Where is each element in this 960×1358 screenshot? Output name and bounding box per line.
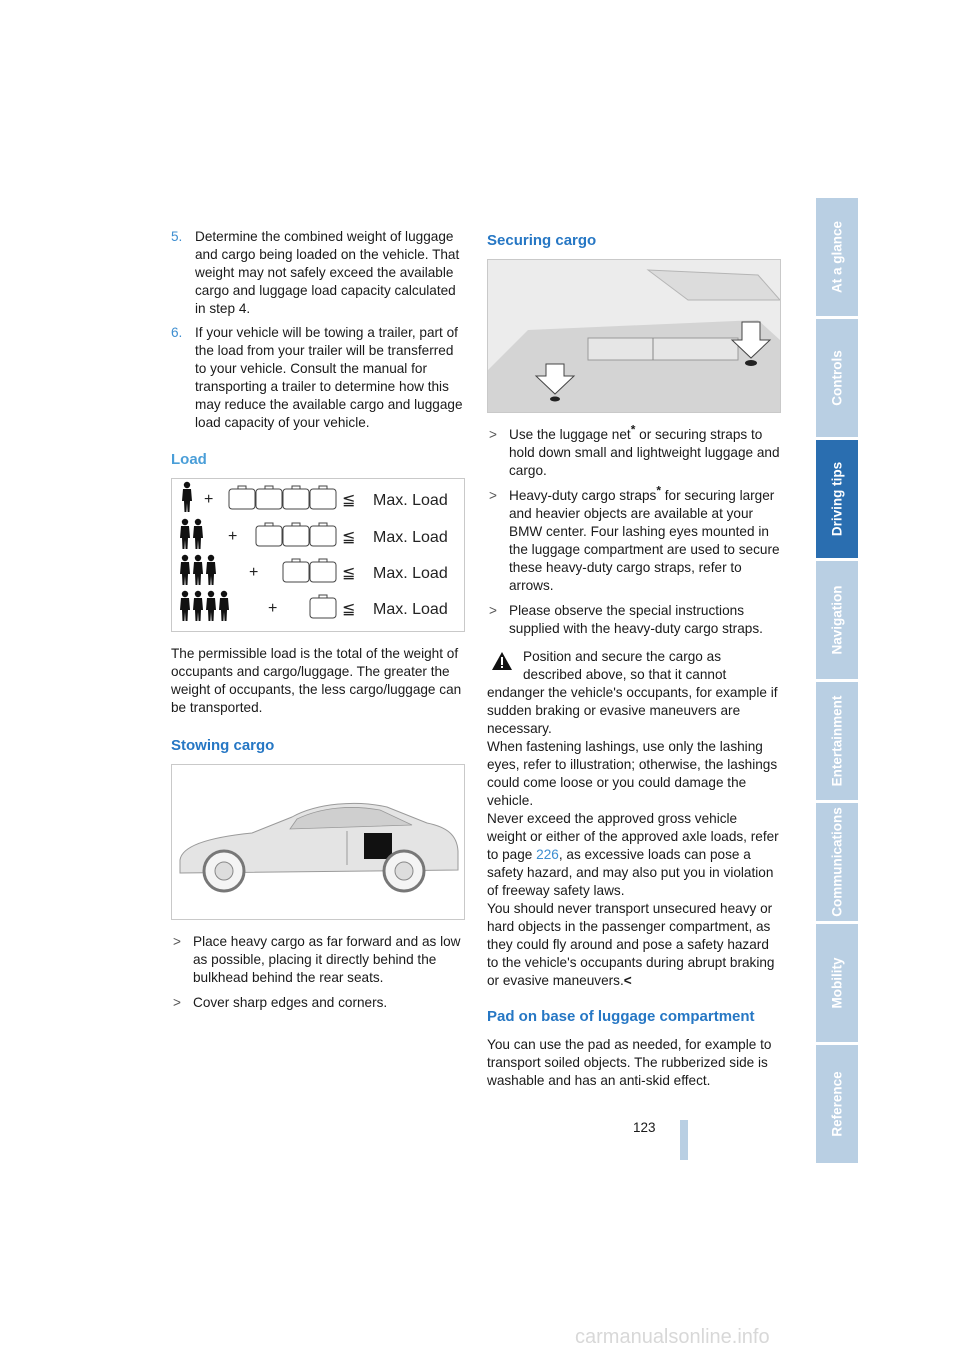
stowing-figure [171, 764, 465, 920]
warning-text-3-start: Never exceed the approved gross vehicle weight or either of the approved axle loads, refer to page [487, 811, 779, 862]
step-6 [171, 324, 464, 432]
securing-bullet-2 [487, 483, 780, 595]
left-column [171, 228, 464, 1019]
pad-paragraph: You can use the pad as needed, for example to transport soiled objects. The rubberized side is washable and has an anti-skid effect. [487, 1037, 772, 1088]
warning-text-4-body: You should never transport unsecured heavy or hard objects in the passenger compartment, as they could fly around and pose a safety hazard to the vehicle's occupants during abrupt braking or evasive maneuvers. [487, 901, 775, 988]
securing-bullet-3 [487, 602, 780, 638]
step-text: If your vehicle will be towing a trailer, part of the load from your trailer will be transferred to your vehicle. Consult the manual for transporting a trailer to determine how this may reduce the available cargo and luggage load capacity of your vehicle. [195, 325, 463, 430]
bullet-text: Cover sharp edges and corners. [193, 995, 388, 1010]
bullet-marker: > [489, 603, 497, 618]
tab-controls[interactable] [816, 319, 858, 437]
luggage-compartment-illustration [488, 260, 780, 412]
stowing-bullet-2 [171, 994, 464, 1012]
svg-text:+: + [228, 528, 238, 545]
tab-label: At a glance [829, 220, 845, 294]
load-paragraph: The permissible load is the total of the weight of occupants and cargo/luggage. The greater the weight of occupants, the less cargo/luggage can be transported. [171, 646, 462, 715]
tab-label: Navigation [829, 585, 845, 655]
le-symbol: ≦ [342, 565, 356, 582]
bullet-text-end: for securing larger and heavier objects are available at your BMW center. Four lashing eyes mounted in the luggage compartment are used to secure these heavy-duty cargo straps, refer to arrows. [509, 488, 780, 593]
watermark: carmanualsonline.info [575, 1326, 770, 1348]
option-star-icon: * [656, 483, 661, 498]
max-load-label: Max. Load [373, 529, 448, 546]
bullet-marker: > [173, 934, 181, 949]
load-figure [171, 478, 465, 632]
page-number-bar [680, 1120, 688, 1160]
load-row-1 [182, 482, 448, 512]
warning-text-2: When fastening lashings, use only the lashing eyes, refer to illustration; otherwise, the lashings could come loose or you could damage the vehicle. [487, 739, 778, 808]
le-symbol: ≦ [342, 492, 356, 509]
tab-label: Entertainment [829, 695, 845, 787]
tab-label: Controls [829, 350, 845, 406]
step-number: 5. [171, 229, 183, 244]
car-side-illustration [172, 765, 464, 919]
securing-bullet-1 [487, 422, 780, 480]
tab-label: Communications [829, 807, 845, 917]
bullet-text: Place heavy cargo as far forward and as low as possible, placing it directly behind the bulkhead behind the rear seats. [193, 934, 461, 985]
warning-text-3-end: , as excessive loads can pose a safety hazard, and may also put you in violation of freeway safety laws. [487, 847, 774, 898]
tab-label: Reference [829, 1071, 845, 1137]
tab-reference[interactable] [816, 1045, 858, 1163]
max-load-label: Max. Load [373, 565, 448, 582]
tab-entertainment[interactable] [816, 682, 858, 800]
tab-label: Driving tips [829, 461, 845, 537]
load-heading: Load [171, 451, 207, 468]
le-symbol: ≦ [342, 529, 356, 546]
load-row-3 [180, 555, 448, 585]
load-diagram [172, 479, 464, 631]
end-mark: < [623, 973, 632, 988]
svg-text:+: + [249, 564, 259, 581]
warning-text-3 [487, 810, 780, 900]
step-5 [171, 228, 464, 318]
load-row-4 [180, 591, 448, 621]
warning-triangle-icon [491, 651, 513, 671]
securing-heading: Securing cargo [487, 232, 597, 249]
chapter-tabs [816, 198, 858, 1166]
bullet-text-start: Heavy-duty cargo straps [509, 488, 657, 503]
tab-at-a-glance[interactable] [816, 198, 858, 316]
tab-communications[interactable] [816, 803, 858, 921]
page-226-link[interactable]: 226 [536, 847, 559, 862]
svg-text:+: + [268, 600, 278, 617]
bullet-text: Please observe the special instructions supplied with the heavy-duty cargo straps. [509, 603, 763, 636]
bullet-marker: > [173, 995, 181, 1010]
page-number: 123 [633, 1120, 656, 1135]
bullet-text-start: Use the luggage net [509, 427, 631, 442]
stowing-bullet-1 [171, 933, 464, 987]
bullet-marker: > [489, 427, 497, 442]
tab-driving-tips[interactable] [816, 440, 858, 558]
stowing-heading: Stowing cargo [171, 737, 275, 754]
right-column [487, 228, 780, 1090]
bullet-marker: > [489, 488, 497, 503]
svg-text:+: + [204, 491, 214, 508]
warning-block [487, 648, 780, 990]
max-load-label: Max. Load [373, 492, 448, 509]
pad-heading: Pad on base of luggage compartment [487, 1008, 755, 1025]
tab-label: Mobility [829, 957, 845, 1009]
tab-navigation[interactable] [816, 561, 858, 679]
luggage-compartment-figure [487, 259, 781, 413]
warning-text-1: Position and secure the cargo as described above, so that it cannot endanger the vehicle's occupants, for example if sudden braking or evasive maneuvers are necessary. [487, 649, 778, 736]
step-number: 6. [171, 325, 183, 340]
max-load-label: Max. Load [373, 601, 448, 618]
bullet-text-end: or securing straps to hold down small and lightweight luggage and cargo. [509, 427, 780, 478]
tab-mobility[interactable] [816, 924, 858, 1042]
warning-text-4 [487, 900, 780, 990]
step-text: Determine the combined weight of luggage and cargo being loaded on the vehicle. That weight may not safely exceed the available cargo and luggage load capacity calculated in step 4. [195, 229, 460, 316]
le-symbol: ≦ [342, 601, 356, 618]
option-star-icon: * [630, 422, 636, 437]
load-row-2 [180, 519, 448, 549]
